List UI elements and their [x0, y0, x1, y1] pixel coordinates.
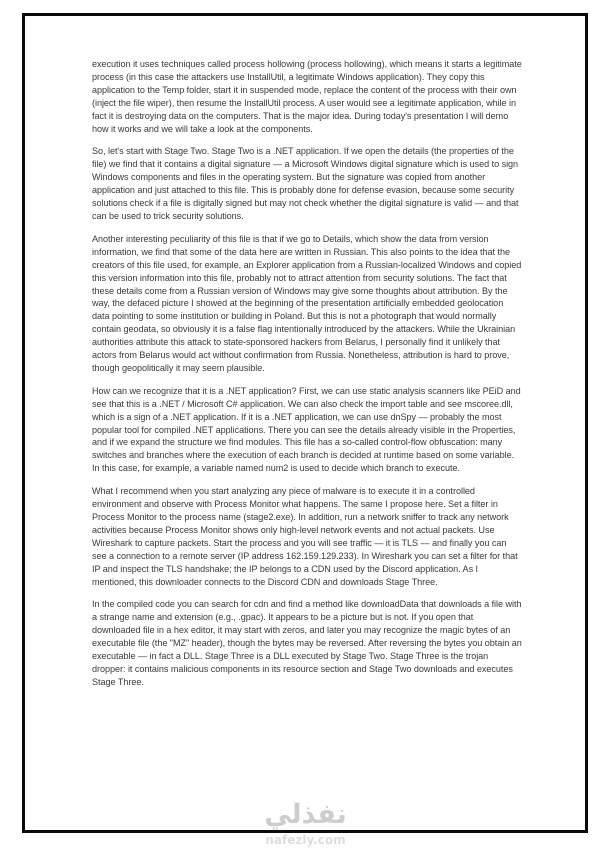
paragraph-version-info-attribution: Another interesting peculiarity of this file is that if we go to Details, which show the data from version information, we find that some of the data here are written in Russian. This also points to the idea that the creators of this file used, for example, an Explorer application from a Russian-localized Windows and copied this version information into this file, probably not to attract attention from security solutions. The fact that these details come from a Russian version of Windows may give some thoughts about attribution. By the way, the defaced picture I showed at the beginning of the presentation artificially embedded geolocation data pointing to some institution or building in Poland. But this is not a photograph that would normally contain geodata, so obviously it is a false flag intentionally introduced by the attackers. While the Ukrainian authorities attribute this attack to state-sponsored hackers from Belarus, I personally find it unlikely that actors from Belarus would act without confirmation from Russia. Nonetheless, attribution is hard to prove, though geopolitically it may seem plausible. [92, 233, 522, 373]
watermark-logo: نفذلي [264, 799, 347, 830]
paragraph-dotnet-recognition: How can we recognize that it is a .NET application? First, we can use static analysis scanners like PEiD and see that this is a .NET / Microsoft C# application. We can also check the import table and see mscoree.dll, which is a sign of a .NET application. If it is a .NET application, we can use dnSpy — probably the most popular tool for compiled .NET applications. There you can see the details already visible in the Properties, and if we expand the structure we find modules. This file has a so-called control-flow obfuscation: many switches and branches where the execution of each branch is decided at runtime based on some variable. In this case, for example, a variable named num2 is used to decide which branch to execute. [92, 385, 521, 474]
paragraph-dynamic-analysis: What I recommend when you start analyzing any piece of malware is to execute it in a controlled environment and observe with Process Monitor what happens. The same I propose here. Set a filter in Process Monitor to the process name (stage2.exe). In addition, run a network sniffer to track any network activities because Process Monitor shows only high-level network events and not actual packets. Use Wireshark to capture packets. Start the process and you will see traffic — it is TLS — and finally you can see a connection to a remote server (IP address 162.159.129.233). In Wireshark you can set a filter for that IP and inspect the TLS handshake; the IP belongs to a CDN used by the Discord application. As I mentioned, this downloader connects to the Discord CDN and downloads Stage Three. [92, 486, 518, 587]
paragraph-process-hollowing: execution it uses techniques called process hollowing (process hollowing), which means it starts a legitimate process (in this case the attackers use InstallUtil, a legitimate Windows application). They copy this application to the Temp folder, start it in suspended mode, replace the content of the process with their own (inject the file wiper), then resume the InstallUtil process. A user would see a legitimate application, while in fact it is destroying data on the computers. That is the major idea. During today's presentation I will demo how it works and we will take a look at the components. [92, 59, 522, 134]
document-text-block [92, 58, 522, 699]
paragraph-stage-three-download: In the compiled code you can search for cdn and find a method like downloadData that downloads a file with a strange name and extension (e.g., .gpac). It appears to be a picture but is not. If you open that downloaded file in a hex editor, it may start with zeros, and later you may recognize the magic bytes of an executable file (the "MZ" header), though the bytes may be reversed. After reversing the bytes you obtain an executable — in fact a DLL. Stage Three is a DLL executed by Stage Two. Stage Three is the trojan dropper: it contains malicious components in its resource section and Stage Two downloads and executes Stage Three. [92, 599, 522, 687]
watermark-site-url: nafezly.com [265, 833, 346, 847]
paragraph-stage-two-signature: So, let's start with Stage Two. Stage Two is a .NET application. If we open the details (the properties of the file) we find that it contains a digital signature — a Microsoft Windows digital signature which is used to sign Windows components and files in the operating system. But the signature was copied from another application and just attached to this file. This is probably done for defense evasion, because some security solutions check if a file is digitally signed but may not check whether the digital signature is valid — and that can be used to trick security solutions. [92, 146, 519, 221]
